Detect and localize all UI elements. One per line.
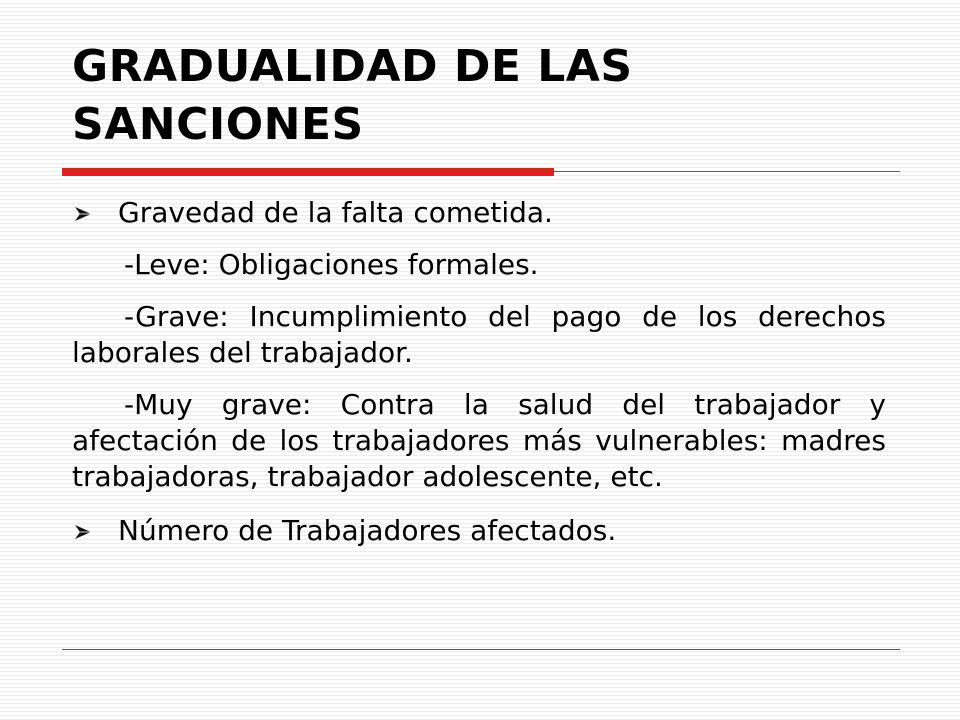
sub-item-muy-grave: -Muy grave: Contra la salud del trabajador y afectación de los trabajadores más vulnerables: madres trabajadoras, trabajador adolescente, etc. [72,388,886,493]
arrowhead-bullet-icon [74,524,92,540]
bullet-item-numero-trabajadores [72,513,886,549]
title-underline-accent [62,168,554,176]
bullet-item-gravedad [72,195,886,231]
bullet-text: Gravedad de la falta cometida. [118,196,553,229]
footer-divider [62,649,900,650]
bullet-text: Número de Trabajadores afectados. [118,514,617,547]
arrowhead-bullet-icon [74,206,92,222]
title-underline-thin [554,171,900,172]
sub-item-leve: -Leve: Obligaciones formales. [124,248,539,281]
slide-content [72,195,886,549]
slide-title: GRADUALIDAD DE LAS SANCIONES [72,41,633,150]
sub-item-grave: -Grave: Incumplimiento del pago de los derechos laborales del trabajador. [72,300,886,369]
